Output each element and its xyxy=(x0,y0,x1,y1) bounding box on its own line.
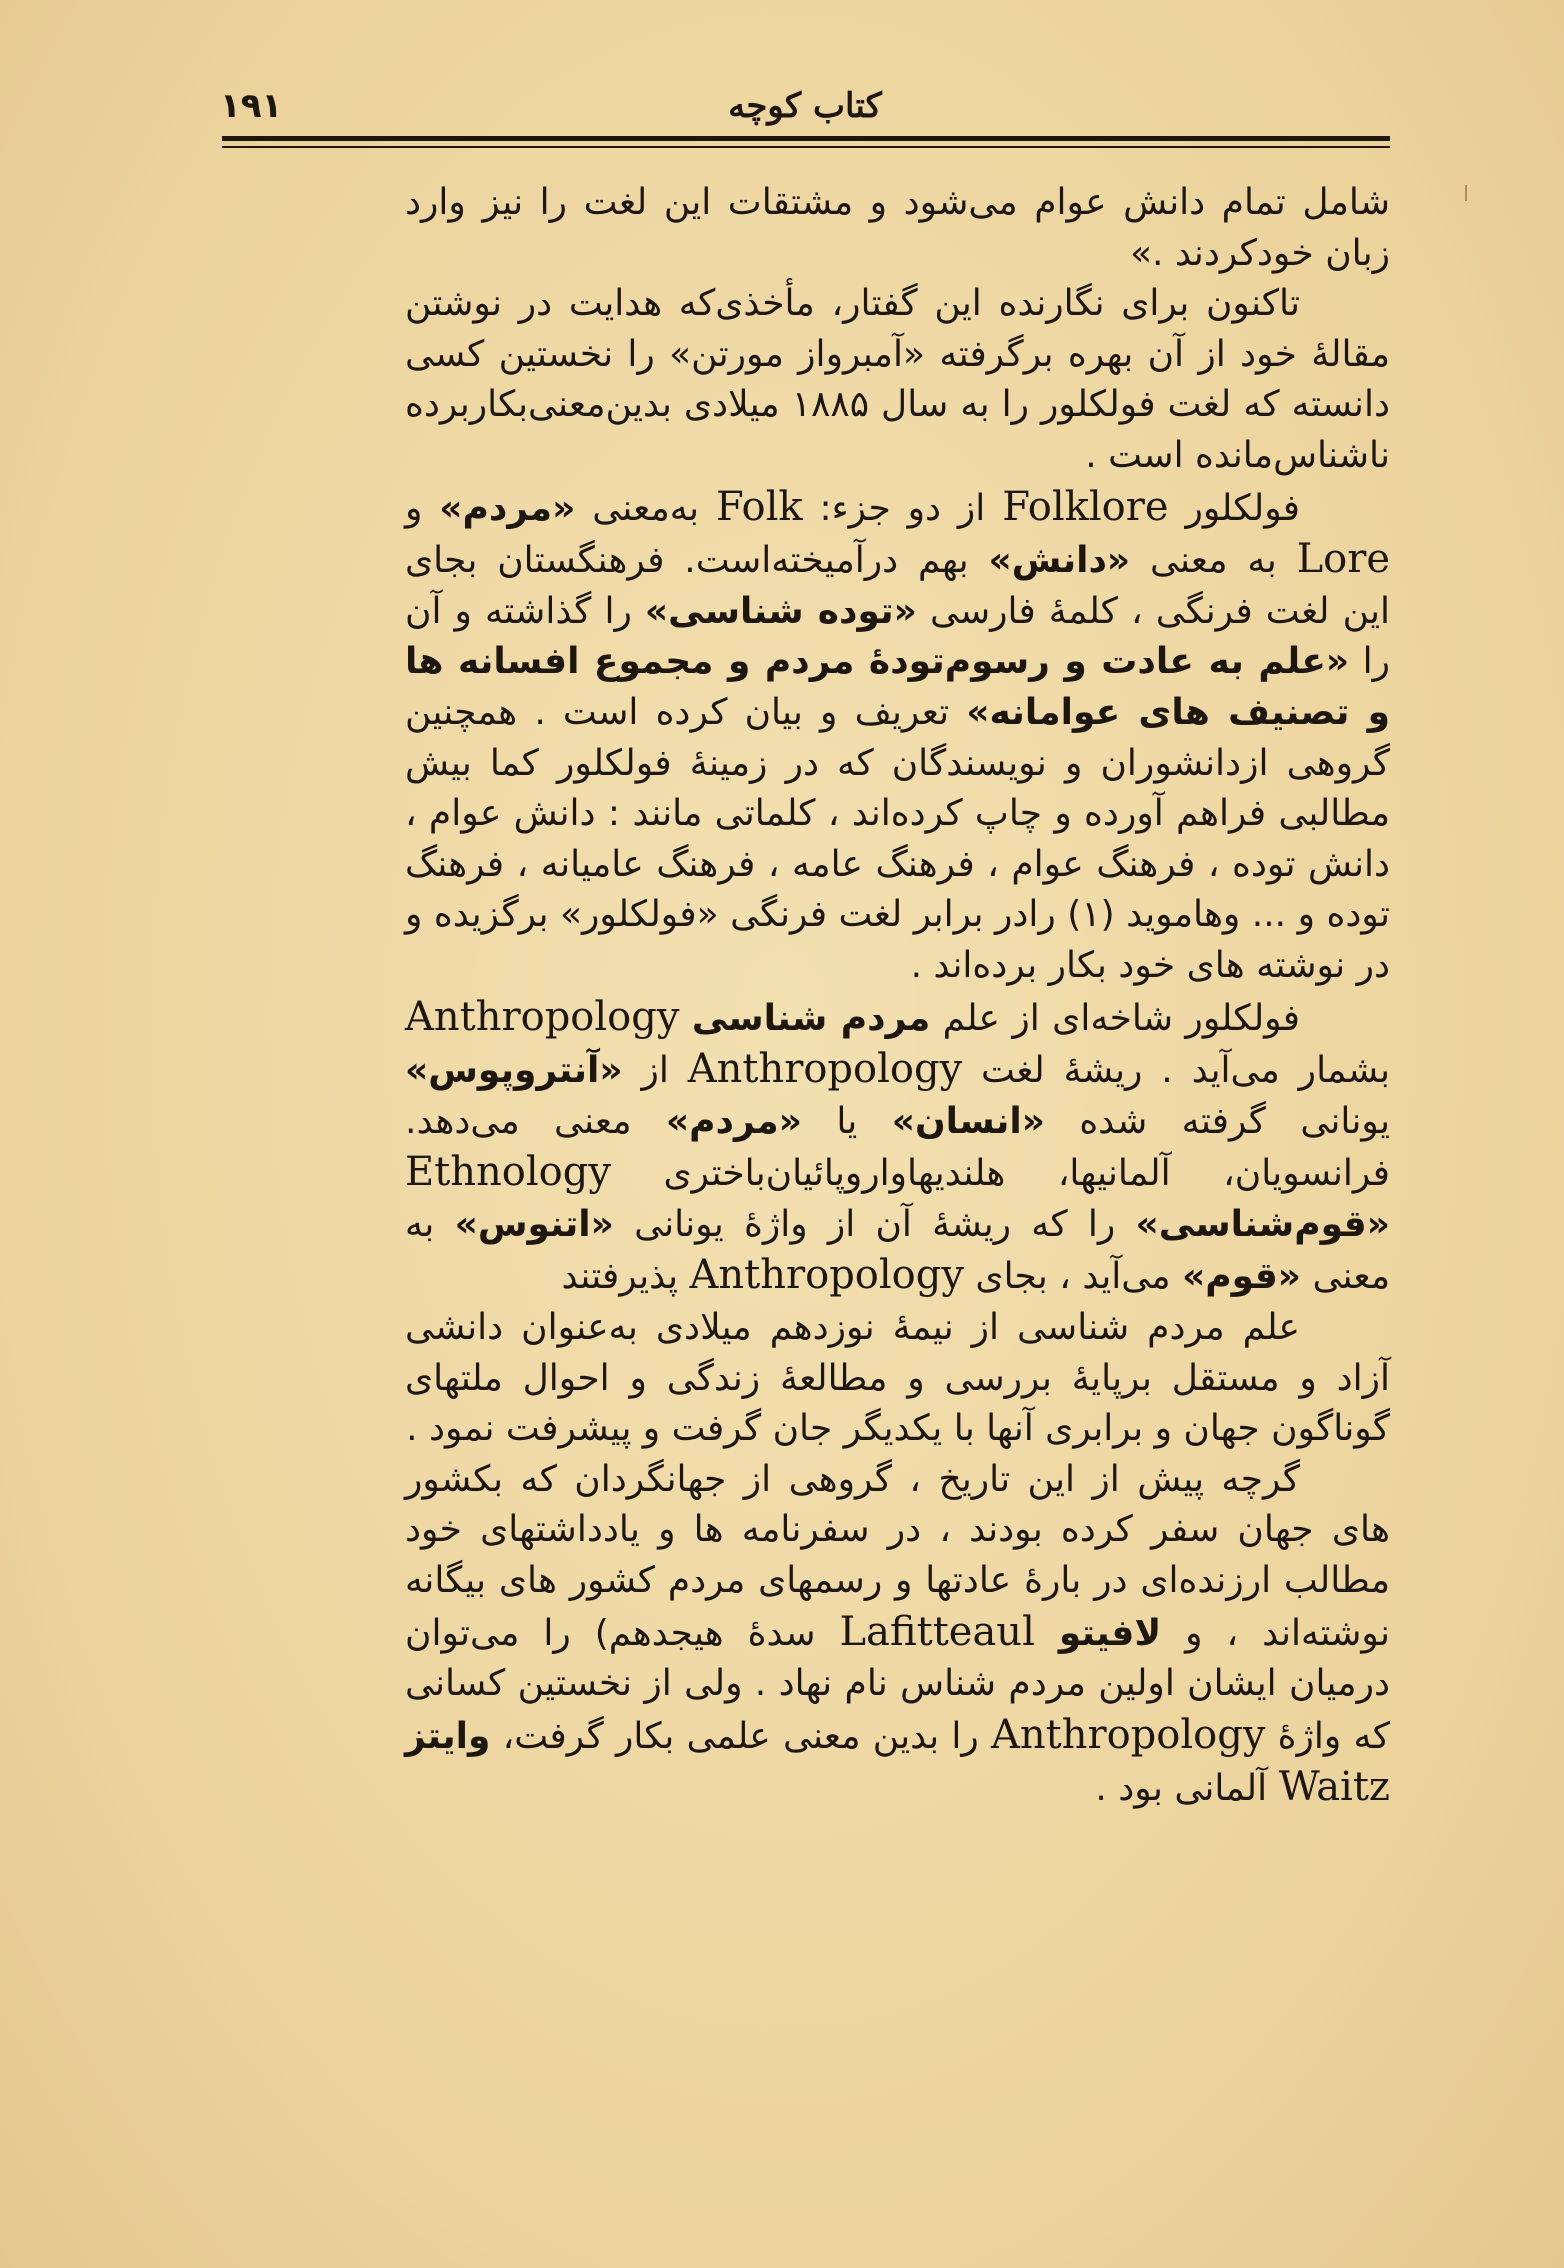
text-run: یونانی گرفته شده xyxy=(1044,1100,1390,1142)
text-run xyxy=(679,998,691,1039)
text-run: علم مردم شناسی از نیمهٔ نوزدهم میلادی به‌عنوان دانشی آزاد و مستقل برپایهٔ بررسی و مطالعهٔ زندگی و احوال ملتهای گوناگون جهان و برابری آنها با یکدیگر جان گرفت و پیشرفت نمود . xyxy=(405,1307,1390,1450)
bold-term: «دانش» xyxy=(988,540,1131,582)
text-run: از xyxy=(622,1050,688,1092)
text-run: را که ریشهٔ آن از واژهٔ یونانی xyxy=(613,1203,1136,1245)
text-run: تاکنون برای نگارنده این گفتار، مأخذی‌که هدایت در نوشتن مقالهٔ خود از آن بهره برگرفته «آمبرواز مورتن» را نخستین کسی دانسته که لغت فولکلور را به سال ۱۸۸۵ میلادی بدین‌معنی‌بکاربرده ناشناس‌مانده است . xyxy=(405,283,1390,476)
page-number: ۱۹۱ xyxy=(220,86,283,126)
latin-term: Folk xyxy=(715,483,803,530)
text-run: به معنی xyxy=(405,1203,1390,1298)
body-text xyxy=(405,178,1390,1815)
text-run: سدهٔ هیجدهم) را می‌توان درمیان ایشان اولین مردم شناس نام نهاد . ولی از نخستین کسانی که واژهٔ xyxy=(405,1612,1390,1757)
header-rule-thin xyxy=(222,146,1390,148)
text-run: تعریف و بیان کرده است . همچنین گروهی ازدانشوران و نویسندگان که در زمینهٔ فولکلور کما بیش مطالبی فراهم آورده و چاپ کرده‌اند ، کلماتی مانند : دانش عوام ، دانش توده ، فرهنگ عوام ، فرهنگ عامه ، فرهنگ عامیانه ، فرهنگ توده و ... وهاموید (۱) رادر برابر لغت فرنگی «فولکلور» برگزیده و در نوشته های خود بکار برده‌اند . xyxy=(405,691,1390,986)
bold-term: «انسان» xyxy=(891,1100,1045,1142)
latin-term: Ethnology xyxy=(405,1149,611,1196)
bold-term: «مردم» xyxy=(665,1100,802,1142)
bold-term: «آنتروپوس» xyxy=(405,1050,623,1092)
text-run: را گذاشته و آن را xyxy=(405,590,1390,683)
bold-term: «قوم» xyxy=(1181,1256,1302,1298)
bold-term: وایتز xyxy=(405,1715,491,1757)
latin-term: Anthropology xyxy=(405,993,680,1040)
text-run xyxy=(1035,1613,1059,1654)
text-run: آلمانی بود . xyxy=(1095,1768,1279,1810)
text-run: به معنی xyxy=(1130,540,1297,582)
text-run: فولکلور شاخه‌ای از علم xyxy=(930,997,1300,1039)
margin-pencil-mark xyxy=(1465,185,1467,201)
latin-term: Lore xyxy=(1296,536,1390,583)
text-run: پذیرفتند xyxy=(561,1256,690,1298)
paragraph xyxy=(405,1455,1390,1815)
bold-term: لافیتو xyxy=(1058,1612,1162,1654)
text-run: بهم درآمیخته‌است. فرهنگستان بجای این لغت فرنگی ، کلمهٔ فارسی xyxy=(405,540,1390,632)
paragraph xyxy=(405,1303,1390,1455)
text-run: از دو جزء: xyxy=(802,487,1003,529)
page-header xyxy=(220,78,1390,138)
latin-term: Folklore xyxy=(1002,483,1169,530)
paragraph xyxy=(405,178,1390,279)
text-run: می‌آید ، بجای xyxy=(963,1256,1182,1298)
latin-term: Anthropology xyxy=(990,1711,1266,1758)
latin-term: Anthropology xyxy=(687,1046,963,1093)
latin-term: Waitz xyxy=(1278,1764,1390,1811)
bold-term: «قوم‌شناسی» xyxy=(1135,1203,1390,1245)
text-run: شامل تمام دانش عوام می‌شود و مشتقات این لغت را نیز وارد زبان خودکردند .» xyxy=(405,182,1390,274)
bold-term: «مردم» xyxy=(439,487,576,529)
text-run: به‌معنی xyxy=(575,487,716,529)
text-run: بشمار می‌آید . ریشهٔ لغت xyxy=(962,1050,1390,1092)
bold-term: مردم شناسی xyxy=(691,997,931,1039)
bold-term: «توده شناسی» xyxy=(644,590,917,632)
latin-term: Lafitteaul xyxy=(839,1608,1035,1655)
paragraph xyxy=(405,992,1390,1304)
text-run: را بدین معنی علمی بکار گرفت، xyxy=(490,1715,991,1757)
text-run: معنی می‌دهد. فرانسویان، آلمانیها، هلندیهاواروپائیان‌باختری xyxy=(405,1100,1390,1195)
text-run: فولکلور xyxy=(1168,487,1301,529)
header-rule-thick xyxy=(222,136,1390,141)
running-title: کتاب کوچه xyxy=(728,86,882,126)
bold-term: «علم به عادت و رسوم‌تودهٔ مردم و مجموع افسانه ها و تصنیف های عوامانه» xyxy=(405,641,1390,733)
latin-term: Anthropology xyxy=(689,1252,964,1299)
paragraph xyxy=(405,482,1390,992)
paragraph xyxy=(405,279,1390,481)
text-run: یا xyxy=(801,1100,892,1142)
text-run: و xyxy=(405,487,440,529)
bold-term: «اتنوس» xyxy=(454,1203,614,1245)
text-run: گرچه پیش از این تاریخ ، گروهی از جهانگردان که بکشور های جهان سفر کرده بودند ، در سفرنامه ها و یادداشتهای خود مطالب ارزنده‌ای در بارهٔ عادتها و رسمهای مردم کشور های بیگانه نوشته‌اند ، و xyxy=(405,1458,1390,1654)
